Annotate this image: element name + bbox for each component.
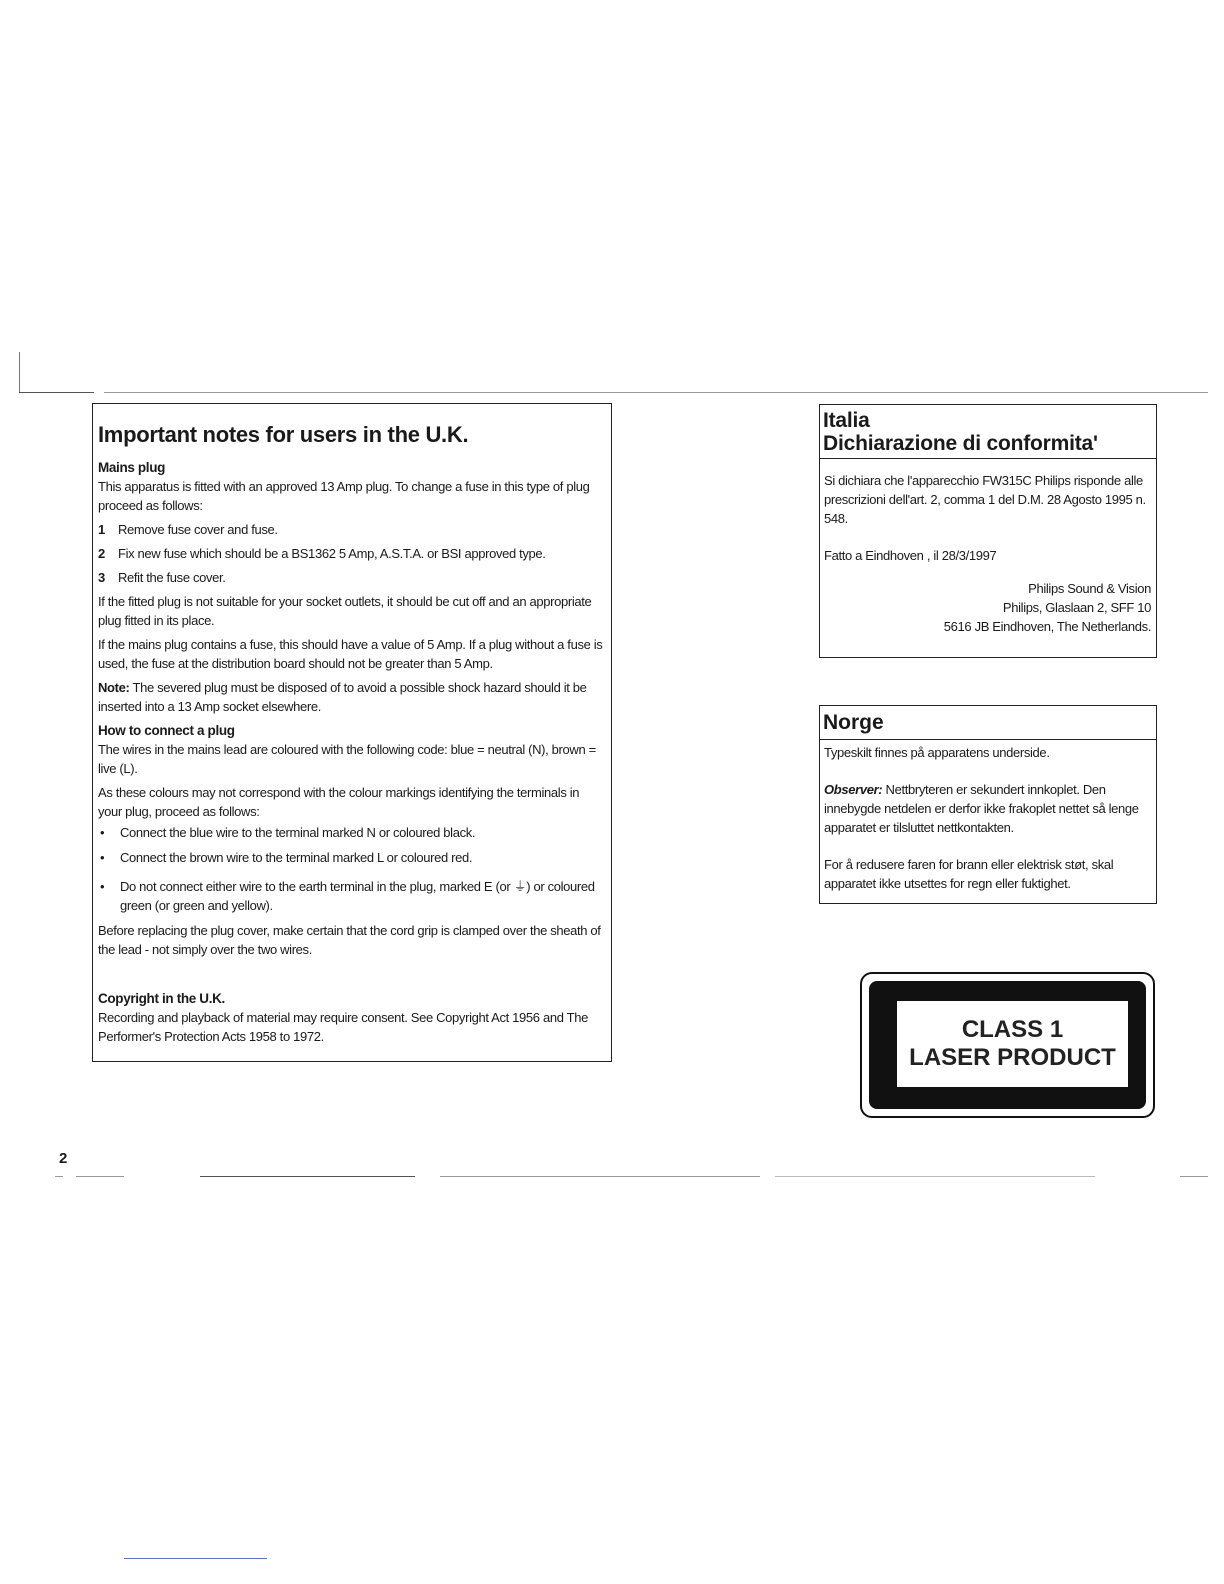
- bullet-icon: •: [100, 879, 105, 894]
- note-label: Note:: [98, 680, 130, 695]
- laser-class-label: [860, 972, 1155, 1118]
- bottom-divider-rule: [200, 1176, 415, 1177]
- wire-colours-paragraph: The wires in the mains lead are coloured with the following code: blue = neutral (N), brown = live (L).: [98, 742, 596, 776]
- place-date-text: Fatto a Eindhoven , il 28/3/1997: [824, 548, 997, 563]
- norge-box: [819, 705, 1157, 904]
- uk-notes-title: Important notes for users in the U.K.: [98, 422, 469, 447]
- norge-title: Norge: [820, 706, 1156, 740]
- company-address: [824, 579, 1152, 636]
- note-paragraph: [98, 678, 603, 716]
- fuse-step: [98, 544, 603, 563]
- bottom-divider-rule: [1180, 1176, 1208, 1177]
- bullet-text: Connect the brown wire to the terminal marked L or coloured red.: [120, 850, 473, 865]
- mains-plug-heading: Mains plug: [98, 460, 165, 475]
- copyright-heading: Copyright in the U.K.: [98, 991, 225, 1006]
- connect-plug-heading: How to connect a plug: [98, 723, 235, 738]
- bullet-icon: •: [100, 850, 105, 865]
- plug-cover-paragraph: Before replacing the plug cover, make certain that the cord grip is clamped over the sheath of the lead - not simply over the two wires.: [98, 923, 601, 957]
- step-number: 2: [98, 546, 105, 561]
- bottom-divider-rule: [76, 1176, 124, 1177]
- page-number: 2: [59, 1150, 68, 1167]
- uk-notes-box: [92, 403, 612, 1062]
- top-divider-rule: [19, 392, 94, 393]
- footer-link-rule: [124, 1558, 267, 1559]
- conformity-title: Dichiarazione di conformita': [823, 432, 1098, 455]
- laser-label-border: [869, 981, 1146, 1109]
- italia-heading: [820, 405, 1156, 459]
- company-line: Philips Sound & Vision: [1028, 581, 1151, 596]
- bullet-text: Connect the blue wire to the terminal marked N or coloured black.: [120, 825, 476, 840]
- fitted-plug-paragraph: If the fitted plug is not suitable for your socket outlets, it should be cut off and an appropriate plug fitted in its place.: [98, 594, 592, 628]
- norge-content: [820, 740, 1156, 893]
- wiring-bullet: [98, 877, 603, 915]
- laser-class-text: CLASS 1: [961, 1016, 1064, 1043]
- crop-mark: [19, 352, 20, 392]
- note-text: The severed plug must be disposed of to avoid a possible shock hazard should it be inserted into a 13 Amp socket elsewhere.: [98, 680, 587, 714]
- bullet-text: Do not connect either wire to the earth terminal in the plug, marked E (or ⏚) or coloured green (or green and yellow).: [120, 879, 595, 913]
- italia-title: Italia: [823, 409, 870, 432]
- fuse-step: [98, 520, 603, 539]
- fuse-value-paragraph: If the mains plug contains a fuse, this should have a value of 5 Amp. If a plug without a fuse is used, the fuse at the distribution board should not be greater than 5 Amp.: [98, 637, 603, 671]
- bottom-divider-rule: [55, 1176, 63, 1177]
- step-number: 3: [98, 570, 105, 585]
- bottom-divider-rule: [440, 1176, 760, 1177]
- colour-markings-paragraph: As these colours may not correspond with the colour markings identifying the terminals in your plug, proceed as follows:: [98, 785, 580, 819]
- step-text: Fix new fuse which should be a BS1362 5 Amp, A.S.T.A. or BSI approved type.: [118, 546, 546, 561]
- fuse-step: [98, 568, 603, 587]
- step-number: 1: [98, 522, 105, 537]
- copyright-paragraph: Recording and playback of material may require consent. See Copyright Act 1956 and The Performer's Protection Acts 1958 to 1972.: [98, 1010, 588, 1044]
- step-text: Remove fuse cover and fuse.: [118, 522, 278, 537]
- italia-content: [820, 459, 1156, 636]
- top-divider-rule: [104, 392, 1208, 393]
- italia-box: [819, 404, 1157, 658]
- typeskilt-text: Typeskilt finnes på apparatens underside.: [824, 745, 1050, 760]
- observer-label: Observer:: [824, 782, 883, 797]
- wiring-bullet: [98, 848, 603, 867]
- company-line: 5616 JB Eindhoven, The Netherlands.: [943, 619, 1151, 634]
- uk-notes-body: [98, 458, 603, 1046]
- bullet-icon: •: [100, 825, 105, 840]
- laser-product-text: LASER PRODUCT: [909, 1044, 1116, 1071]
- step-text: Refit the fuse cover.: [118, 570, 226, 585]
- company-line: Philips, Glaslaan 2, SFF 10: [1002, 600, 1151, 615]
- wiring-bullet: [98, 823, 603, 842]
- bottom-divider-rule: [775, 1176, 1095, 1177]
- mains-plug-intro: This apparatus is fitted with an approved 13 Amp plug. To change a fuse in this type of plug proceed as follows:: [98, 479, 590, 513]
- observer-paragraph: [824, 780, 1152, 837]
- fire-warning-text: For å redusere faren for brann eller elektrisk støt, skal apparatet ikke utsettes for regn eller fuktighet.: [824, 857, 1114, 891]
- declaration-text: Si dichiara che l'apparecchio FW315C Philips risponde alle prescrizioni dell'art. 2, comma 1 del D.M. 28 Agosto 1995 n. 548.: [824, 473, 1146, 526]
- observer-text: Nettbryteren er sekundert innkoplet. Den innebygde netdelen er derfor ikke frakoplet nettet så lenge apparatet er tilsluttet nettkontakten.: [824, 782, 1139, 835]
- laser-label-panel: [897, 1001, 1128, 1087]
